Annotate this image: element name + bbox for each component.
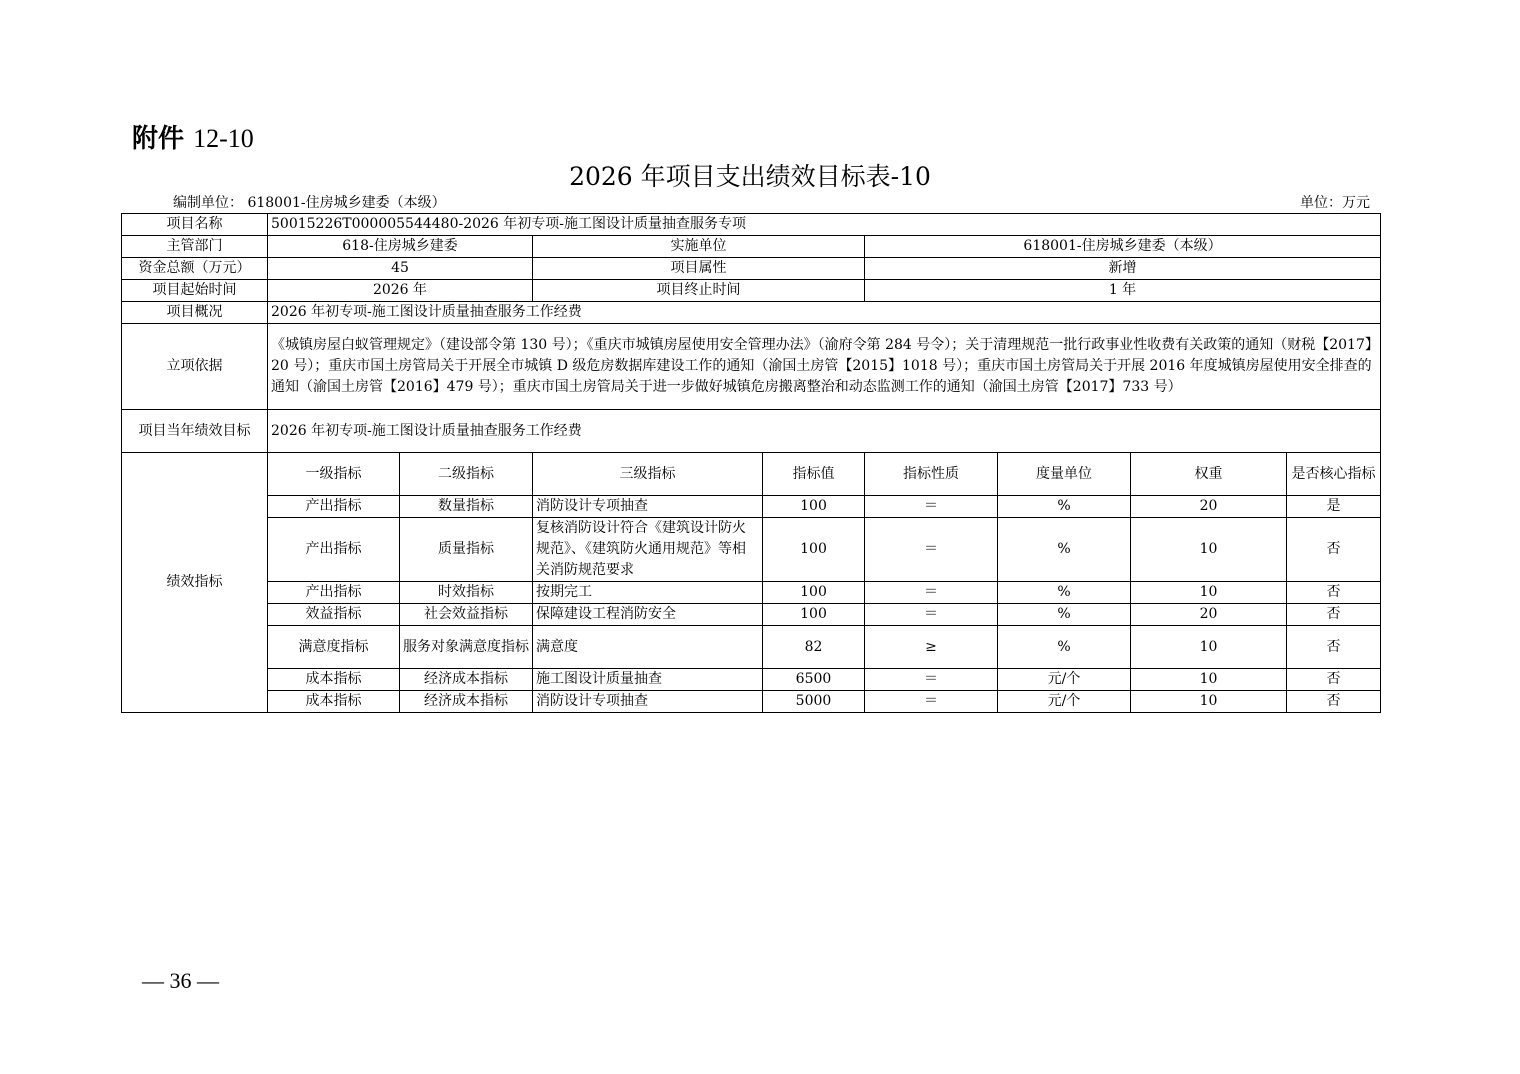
project-name-label: 项目名称	[122, 214, 268, 236]
core-cell: 否	[1287, 691, 1381, 713]
header-value: 指标值	[763, 453, 865, 496]
core-cell: 是	[1287, 496, 1381, 518]
level3-cell: 满意度	[533, 626, 763, 669]
unit-cell: %	[998, 496, 1131, 518]
weight-cell: 10	[1131, 691, 1287, 713]
nature-cell: ＝	[865, 691, 998, 713]
level1-cell: 成本指标	[268, 669, 400, 691]
basis-value: 《城镇房屋白蚁管理规定》（建设部令第 130 号）；《重庆市城镇房屋使用安全管理办法》（渝府令第 284 号令）；关于清理规范一批行政事业性收费有关政策的通知（财税【2017】20 号）；重庆市国土房管局关于开展全市城镇 D 级危房数据库建设工作的通知（渝国土房管【2015】1018 号）；重庆市国土房管局关于开展 2016 年度城镇房屋使用安全排查的通知（渝国土房管【2016】479 号）；重庆市国土房管局关于进一步做好城镇危房搬离整治和动态监测工作的通知（渝国土房管【2017】733 号）	[268, 324, 1381, 410]
table-row	[122, 626, 1381, 669]
core-cell: 否	[1287, 604, 1381, 626]
overview-label: 项目概况	[122, 302, 268, 324]
level3-cell: 消防设计专项抽查	[533, 496, 763, 518]
header-unit: 度量单位	[998, 453, 1131, 496]
level3-cell: 消防设计专项抽查	[533, 691, 763, 713]
level1-cell: 成本指标	[268, 691, 400, 713]
table-row	[122, 582, 1381, 604]
value-cell: 6500	[763, 669, 865, 691]
weight-cell: 10	[1131, 582, 1287, 604]
core-cell: 否	[1287, 669, 1381, 691]
attachment-label: 附件 12-10	[132, 124, 254, 154]
value-cell: 82	[763, 626, 865, 669]
impl-unit-value: 618001-住房城乡建委（本级）	[865, 236, 1381, 258]
weight-cell: 10	[1131, 626, 1287, 669]
level2-cell: 经济成本指标	[400, 691, 533, 713]
level1-cell: 满意度指标	[268, 626, 400, 669]
table-row	[122, 691, 1381, 713]
core-cell: 否	[1287, 626, 1381, 669]
nature-cell: ＝	[865, 496, 998, 518]
funds-value: 45	[268, 258, 533, 280]
level3-cell: 施工图设计质量抽查	[533, 669, 763, 691]
core-cell: 否	[1287, 518, 1381, 582]
table-row	[122, 669, 1381, 691]
level2-cell: 经济成本指标	[400, 669, 533, 691]
weight-cell: 20	[1131, 604, 1287, 626]
unit-cell: %	[998, 626, 1131, 669]
indicators-section-label: 绩效指标	[122, 453, 268, 713]
project-attr-value: 新增	[865, 258, 1381, 280]
overview-value: 2026 年初专项-施工图设计质量抽查服务工作经费	[268, 302, 1381, 324]
level1-cell: 产出指标	[268, 582, 400, 604]
header-weight: 权重	[1131, 453, 1287, 496]
basis-label: 立项依据	[122, 324, 268, 410]
value-cell: 100	[763, 518, 865, 582]
level1-cell: 产出指标	[268, 518, 400, 582]
impl-unit-label: 实施单位	[533, 236, 865, 258]
dept-value: 618-住房城乡建委	[268, 236, 533, 258]
nature-cell: ≥	[865, 626, 998, 669]
dept-label: 主管部门	[122, 236, 268, 258]
value-cell: 5000	[763, 691, 865, 713]
nature-cell: ＝	[865, 604, 998, 626]
header-core: 是否核心指标	[1287, 453, 1381, 496]
level2-cell: 社会效益指标	[400, 604, 533, 626]
project-name-value: 50015226T000005544480-2026 年初专项-施工图设计质量抽查服务专项	[268, 214, 1381, 236]
header-level2: 二级指标	[400, 453, 533, 496]
page-title: 2026 年项目支出绩效目标表-10	[569, 162, 931, 191]
weight-cell: 10	[1131, 518, 1287, 582]
unit-cell: %	[998, 604, 1131, 626]
nature-cell: ＝	[865, 669, 998, 691]
level2-cell: 数量指标	[400, 496, 533, 518]
header-nature: 指标性质	[865, 453, 998, 496]
page-number: — 36 —	[142, 968, 219, 993]
end-time-label: 项目终止时间	[533, 280, 865, 302]
nature-cell: ＝	[865, 582, 998, 604]
table-row	[122, 496, 1381, 518]
level3-cell: 保障建设工程消防安全	[533, 604, 763, 626]
value-cell: 100	[763, 604, 865, 626]
value-cell: 100	[763, 496, 865, 518]
compile-unit: 编制单位： 618001-住房城乡建委（本级）	[173, 195, 446, 211]
goal-value: 2026 年初专项-施工图设计质量抽查服务工作经费	[268, 410, 1381, 453]
unit-cell: %	[998, 582, 1131, 604]
goal-label: 项目当年绩效目标	[122, 410, 268, 453]
level3-cell: 按期完工	[533, 582, 763, 604]
level1-cell: 产出指标	[268, 496, 400, 518]
unit-cell: %	[998, 518, 1131, 582]
level2-cell: 时效指标	[400, 582, 533, 604]
level2-cell: 质量指标	[400, 518, 533, 582]
performance-target-table	[121, 213, 1381, 713]
value-cell: 100	[763, 582, 865, 604]
table-row	[122, 604, 1381, 626]
level1-cell: 效益指标	[268, 604, 400, 626]
table-row	[122, 518, 1381, 582]
funds-label: 资金总额（万元）	[122, 258, 268, 280]
nature-cell: ＝	[865, 518, 998, 582]
start-time-label: 项目起始时间	[122, 280, 268, 302]
unit-cell: 元/个	[998, 669, 1131, 691]
header-level1: 一级指标	[268, 453, 400, 496]
end-time-value: 1 年	[865, 280, 1381, 302]
start-time-value: 2026 年	[268, 280, 533, 302]
core-cell: 否	[1287, 582, 1381, 604]
project-attr-label: 项目属性	[533, 258, 865, 280]
weight-cell: 10	[1131, 669, 1287, 691]
header-level3: 三级指标	[533, 453, 763, 496]
indicator-header-row	[122, 453, 1381, 496]
weight-cell: 20	[1131, 496, 1287, 518]
unit-cell: 元/个	[998, 691, 1131, 713]
level2-cell: 服务对象满意度指标	[400, 626, 533, 669]
currency-unit: 单位：万元	[1300, 195, 1370, 211]
level3-cell: 复核消防设计符合《建筑设计防火规范》、《建筑防火通用规范》等相关消防规范要求	[533, 518, 763, 582]
